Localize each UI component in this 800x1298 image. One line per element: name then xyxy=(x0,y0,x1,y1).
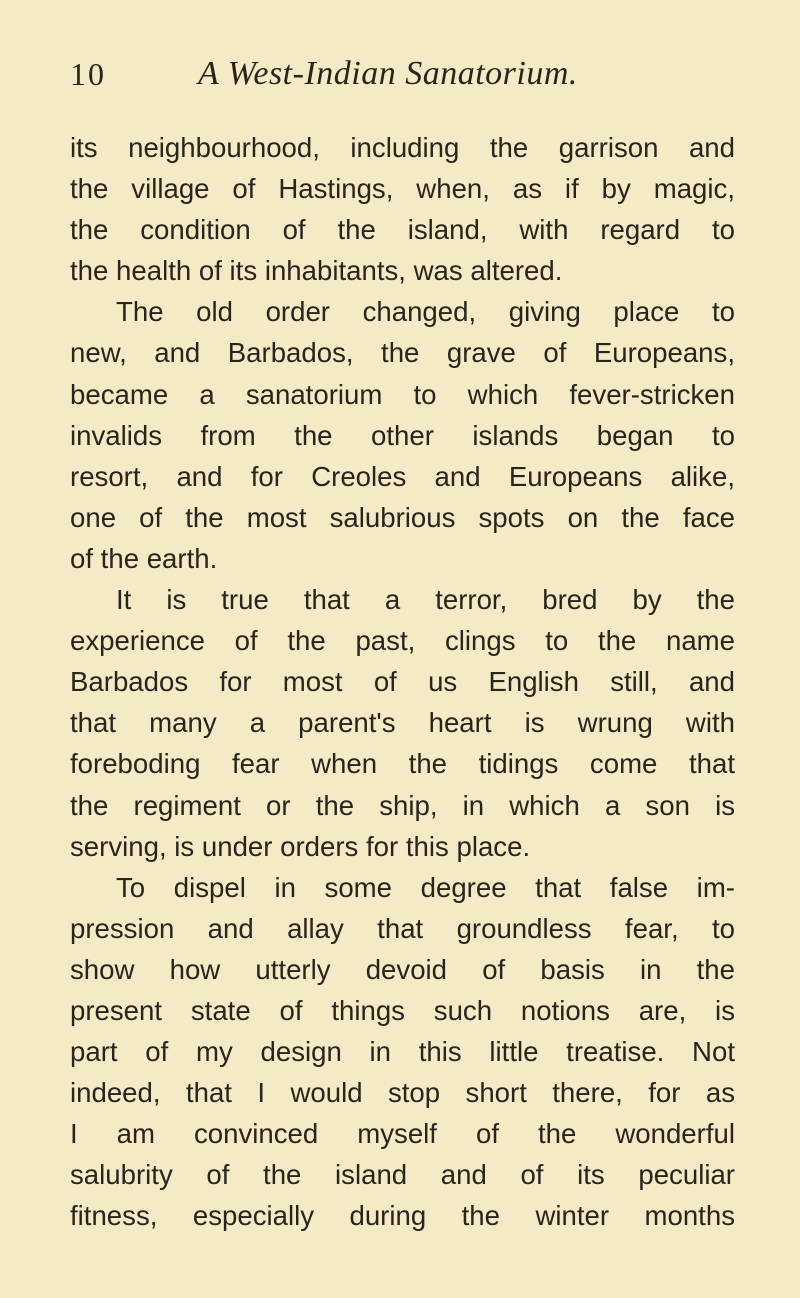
text-line: that many a parent's heart is wrung with xyxy=(70,707,735,739)
text-line: indeed, that I would stop short there, for as xyxy=(70,1077,735,1109)
text-line: the health of its inhabitants, was altered. xyxy=(70,255,563,287)
text-line: of the earth. xyxy=(70,542,218,574)
text-line: resort, and for Creoles and Europeans alike, xyxy=(70,460,735,492)
text-line: foreboding fear when the tidings come that xyxy=(70,748,735,780)
text-line: the regiment or the ship, in which a son is xyxy=(70,789,735,821)
page-number: 10 xyxy=(70,56,106,92)
text-line: experience of the past, clings to the name xyxy=(70,625,735,657)
running-head xyxy=(70,52,735,96)
text-line: serving, is under orders for this place. xyxy=(70,830,531,862)
text-line: became a sanatorium to which fever-stricken xyxy=(70,378,735,410)
text-line: pression and allay that groundless fear, to xyxy=(70,912,735,944)
running-title: A West-Indian Sanatorium. xyxy=(198,55,578,92)
text-line: invalids from the other islands began to xyxy=(70,419,735,451)
text-line: new, and Barbados, the grave of Europeans, xyxy=(70,337,735,369)
text-line: salubrity of the island and of its peculiar xyxy=(70,1159,735,1191)
text-line: its neighbourhood, including the garrison and xyxy=(70,132,735,163)
text-line: part of my design in this little treatise. Not xyxy=(70,1036,735,1068)
text-line: present state of things such notions are, is xyxy=(70,994,735,1026)
body-text xyxy=(70,127,735,1237)
text-line: the condition of the island, with regard to xyxy=(70,214,735,246)
text-line: Barbados for most of us English still, and xyxy=(70,666,735,698)
text-line: fitness, especially during the winter months xyxy=(70,1200,735,1232)
text-line: It is true that a terror, bred by the xyxy=(116,584,735,616)
text-line: the village of Hastings, when, as if by magic, xyxy=(70,173,735,205)
text-line: I am convinced myself of the wonderful xyxy=(70,1118,735,1150)
text-line: show how utterly devoid of basis in the xyxy=(70,953,735,985)
text-line: To dispel in some degree that false im- xyxy=(116,871,735,903)
text-line: one of the most salubrious spots on the face xyxy=(70,501,735,533)
text-line: The old order changed, giving place to xyxy=(116,296,735,328)
